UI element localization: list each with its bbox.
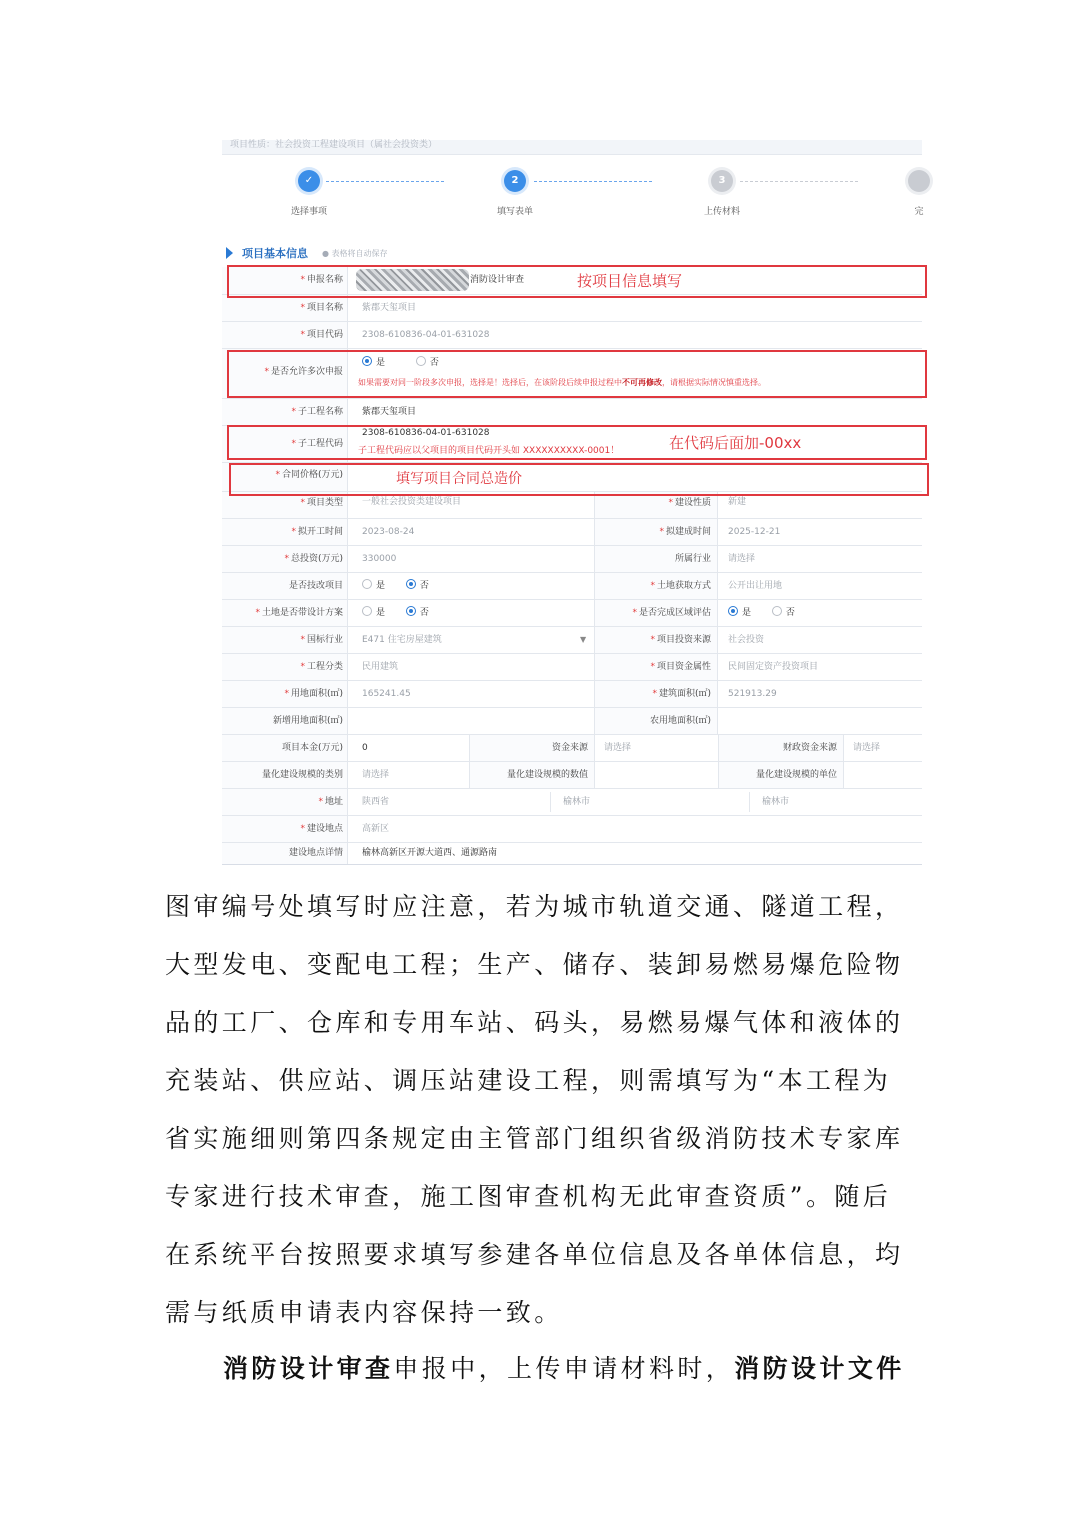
field-label: * 用地面积(㎡) (222, 681, 348, 707)
row-project-code (222, 322, 922, 349)
district-select[interactable]: 榆林市 (749, 792, 789, 812)
fund-source-select[interactable]: 请选择 (604, 743, 632, 753)
field-label: * 建设性质 (594, 492, 718, 518)
highlight-box (227, 425, 927, 460)
fiscal-source-select[interactable]: 请选择 (853, 743, 881, 753)
step-1-label: 选择事项 (290, 207, 327, 217)
section-header (222, 244, 922, 262)
field-label: * 子工程代码 (222, 426, 348, 462)
paragraph-text: 图审编号处填写时应注意，若为城市轨道交通、隧道工程，大型发电、变配电工程；生产、储存、装卸易燃易爆危险物品的工厂、仓库和专用车站、码头，易燃易爆气体和液体的充装站、供应站、调压站建设工程，则需填写为“本工程为省实施细则第四条规定由主管部门组织省级消防技术专家库专家进行技术审查，施工图审查机构无此审查资质”。随后在系统平台按照要求填写参建各单位信息及各单体信息，均需与纸质申请表内容保持一致。 (165, 892, 904, 1327)
sub-name-value[interactable]: 紫郡天玺项目 (362, 407, 417, 417)
step-connector (534, 181, 652, 182)
field-label: 资金来源 (469, 735, 595, 761)
field-label: * 国标行业 (222, 627, 348, 653)
topbar: 项目性质：社会投资工程建设项目（属社会投资类） (222, 140, 922, 155)
invest-source-value[interactable]: 社会投资 (728, 635, 765, 645)
field-label: * 项目类型 (222, 492, 348, 518)
field-label: * 拟开工时间 (222, 519, 348, 545)
build-area-value[interactable]: 521913.29 (728, 689, 777, 699)
annotation-contract-price: 填写项目合同总造价 (396, 471, 522, 487)
tech-reform-radios: 是 否 (362, 573, 429, 599)
total-invest-value[interactable]: 330000 (362, 554, 397, 564)
row-address (222, 789, 922, 816)
field-label: * 建设地点 (222, 816, 348, 842)
radio-no[interactable] (406, 606, 416, 616)
build-nature-value[interactable]: 新建 (728, 497, 747, 507)
apply-name-value[interactable]: 消防设计审查 (470, 275, 525, 285)
field-label: 量化建设规模的单位 (718, 762, 844, 788)
field-label: * 建筑面积(㎡) (594, 681, 718, 707)
step-2[interactable] (470, 170, 560, 217)
field-label: * 项目资金属性 (594, 654, 718, 680)
field-label: * 拟建成时间 (594, 519, 718, 545)
step-3[interactable] (677, 170, 767, 217)
national-industry-select[interactable]: E471 住宅房屋建筑 (362, 635, 442, 645)
row-project-type (222, 492, 922, 519)
start-time-value[interactable]: 2023-08-24 (362, 527, 415, 537)
fund-attr-value[interactable]: 民间固定资产投资项目 (728, 662, 819, 672)
radio-yes[interactable] (728, 606, 738, 616)
step-2-number: 2 (504, 170, 526, 192)
field-label: * 总投资(万元) (222, 546, 348, 572)
highlight-box (227, 350, 927, 398)
field-label: * 项目名称 (222, 295, 348, 321)
multi-apply-radios: 是 否 (362, 355, 439, 368)
radio-no[interactable] (772, 606, 782, 616)
field-label: * 地址 (222, 789, 348, 815)
sub-code-warning: 子工程代码应以父项目的项目代码开头如 XXXXXXXXXX-0001！ (358, 446, 620, 456)
check-icon: ✓ (298, 170, 320, 192)
field-label: 项目本金(万元) (222, 735, 348, 761)
annotation-code-suffix: 在代码后面加-00xx (669, 434, 802, 452)
scale-type-select[interactable]: 请选择 (362, 770, 390, 780)
multi-apply-warning: 如果需要对同一阶段多次申报，选择是！选择后，在该阶段后续申报过程中不可再修改，请根据实际情况慎重选择。 (358, 378, 766, 387)
autosave-hint: ● 表格将自动保存 (322, 249, 388, 258)
row-land-design (222, 600, 922, 627)
step-progress (222, 170, 922, 230)
province-select[interactable]: 陕西省 (362, 797, 390, 807)
project-type-value[interactable]: 一般社会投资类建设项目 (362, 497, 462, 507)
highlight-box (229, 463, 929, 496)
field-label: 新增用地面积(㎡) (222, 708, 348, 734)
row-tech-reform (222, 573, 922, 600)
capital-value[interactable]: 0 (362, 743, 368, 753)
field-label: * 工程分类 (222, 654, 348, 680)
step-connector (740, 181, 858, 182)
city-select[interactable]: 榆林市 (550, 792, 590, 812)
row-build-place (222, 816, 922, 843)
build-place-value[interactable]: 高新区 (362, 824, 390, 834)
field-label: * 子工程名称 (222, 399, 348, 425)
step-2-label: 填写表单 (496, 207, 533, 217)
annotation-fill-project-info: 按项目信息填写 (577, 272, 683, 290)
radio-yes[interactable] (362, 579, 372, 589)
chevron-down-icon[interactable]: ▼ (580, 635, 587, 644)
field-label: * 土地获取方式 (594, 573, 718, 599)
paragraph-text: 消防设计审查申报中，上传申请材料时，消防设计文件 (223, 1354, 905, 1383)
body-paragraph-2 (165, 1340, 910, 1398)
row-invest (222, 546, 922, 573)
step-3-label: 上传材料 (703, 207, 740, 217)
place-detail-value[interactable]: 榆林高新区开源大道西、通源路南 (362, 848, 498, 858)
sub-code-value[interactable]: 2308-610836-04-01-631028 (362, 428, 490, 438)
row-national-industry (222, 627, 922, 654)
step-4[interactable] (874, 170, 964, 217)
step-4-number (908, 170, 930, 192)
section-arrow-icon (226, 247, 233, 259)
field-label: * 土地是否带设计方案 (222, 600, 348, 626)
row-dates (222, 519, 922, 546)
field-label: * 是否允许多次申报 (222, 349, 348, 398)
field-label: * 申报名称 (222, 267, 348, 294)
project-class-value[interactable]: 民用建筑 (362, 662, 399, 672)
step-4-label: 完 (914, 207, 924, 217)
form-screenshot (222, 140, 922, 865)
row-project-name (222, 295, 922, 322)
field-label: 量化建设规模的数值 (469, 762, 595, 788)
project-name-value[interactable]: 紫郡天玺项目 (362, 303, 417, 313)
row-capital (222, 735, 922, 762)
step-connector (326, 181, 444, 182)
section-title: 项目基本信息 (242, 247, 308, 260)
project-code-value[interactable]: 2308-610836-04-01-631028 (362, 330, 490, 340)
row-scale (222, 762, 922, 789)
field-label: 是否技改项目 (222, 573, 348, 599)
land-method-value[interactable]: 公开出让用地 (728, 581, 783, 591)
radio-no[interactable] (406, 579, 416, 589)
step-3-number: 3 (711, 170, 733, 192)
row-project-class (222, 654, 922, 681)
field-label: * 项目投资来源 (594, 627, 718, 653)
field-label: 财政资金来源 (718, 735, 844, 761)
field-label: 量化建设规模的类别 (222, 762, 348, 788)
row-new-land (222, 708, 922, 735)
field-label: 农用地面积(㎡) (594, 708, 718, 734)
step-1[interactable] (264, 170, 354, 217)
field-label: * 是否完成区域评估 (594, 600, 718, 626)
row-place-detail (222, 843, 922, 864)
row-sub-name (222, 399, 922, 426)
row-areas (222, 681, 922, 708)
finish-time-value[interactable]: 2025-12-21 (728, 527, 781, 537)
industry-select[interactable]: 请选择 (728, 554, 756, 564)
land-design-radios: 是 否 (362, 600, 429, 626)
field-label: * 项目代码 (222, 322, 348, 348)
radio-yes[interactable] (362, 606, 372, 616)
body-paragraph-1 (165, 878, 910, 1342)
land-area-value[interactable]: 165241.45 (362, 689, 411, 699)
field-label: 建设地点详情 (222, 843, 348, 864)
field-label: 所属行业 (594, 546, 718, 572)
area-eval-radios: 是 否 (728, 600, 795, 626)
field-label: * 合同价格(万元) (222, 463, 348, 491)
